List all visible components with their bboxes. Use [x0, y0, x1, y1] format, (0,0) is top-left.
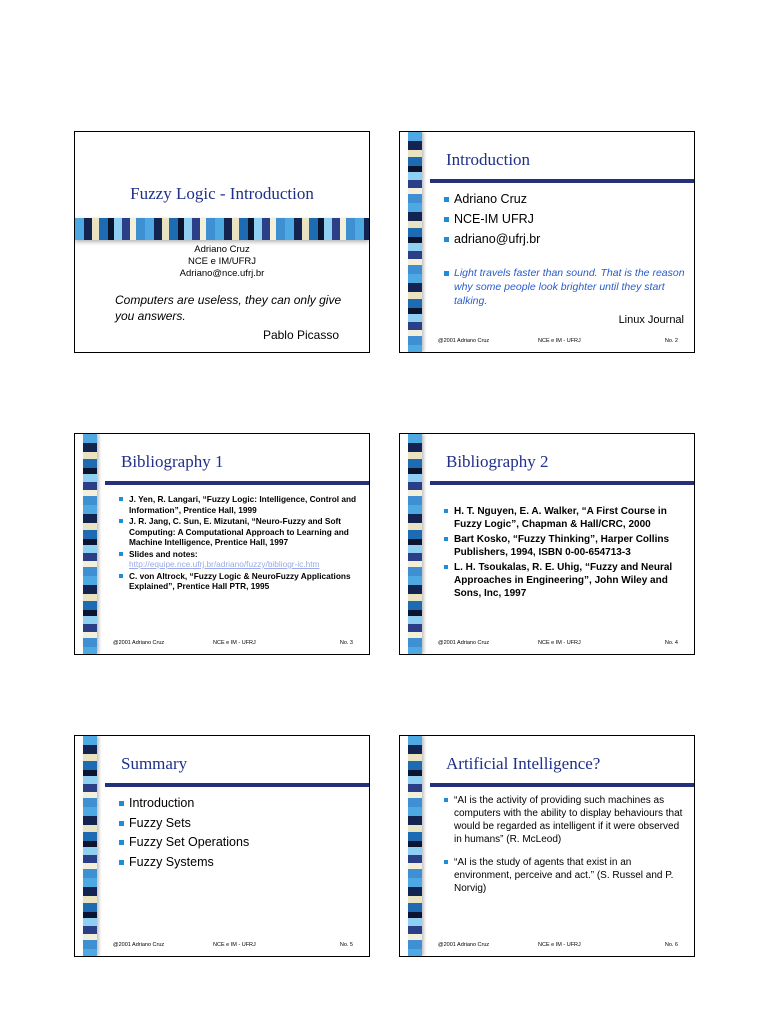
author-name: Adriano Cruz — [194, 244, 250, 255]
quote-attribution: Linux Journal — [618, 314, 684, 326]
list-item — [119, 549, 361, 570]
list-item: Adriano Cruz — [444, 189, 686, 209]
list-item: Fuzzy Set Operations — [119, 833, 361, 853]
bibliography-list — [119, 494, 361, 593]
list-item: adriano@ufrj.br — [444, 229, 686, 249]
list-item: Fuzzy Sets — [119, 814, 361, 834]
footer-institution: NCE e IM - UFRJ — [213, 942, 256, 948]
slide-5 — [74, 735, 370, 957]
slide-title: Summary — [121, 754, 188, 773]
decorative-stripe — [408, 132, 422, 352]
footer-page-number: No. 6 — [664, 942, 678, 948]
list-item: “AI is the study of agents that exist in an environment, perceive and act.” (S. Russel and P. Norvig) — [444, 856, 686, 895]
author-affiliation: NCE e IM/UFRJ — [187, 256, 257, 267]
list-item: Fuzzy Systems — [119, 853, 361, 873]
list-item: H. T. Nguyen, E. A. Walker, “A First Course in Fuzzy Logic”, Chapman & Hall/CRC, 2000 — [444, 505, 686, 531]
footer-institution: NCE e IM - UFRJ — [213, 640, 256, 646]
list-item: “AI is the activity of providing such machines as computers with the ability to display behaviours that would be regarded as intelligent if it were observed in humans” (R. McLeod) — [444, 794, 686, 846]
list-item: Introduction — [119, 794, 361, 814]
slide-3 — [74, 433, 370, 655]
slides-link[interactable]: http://equipe.nce.ufrj.br/adriano/fuzzy/bibliogr-ic.htm — [129, 559, 320, 569]
footer-institution: NCE e IM - UFRJ — [538, 942, 581, 948]
decorative-stripe — [408, 434, 422, 654]
author-block — [75, 244, 369, 280]
title-rule — [105, 783, 369, 787]
author-email: Adriano@nce.ufrj.br — [179, 268, 265, 279]
footer-page-number: No. 3 — [339, 640, 353, 646]
slide-title: Bibliography 2 — [446, 452, 549, 471]
footer-copyright: @2001 Adriano Cruz — [438, 942, 490, 948]
footer-copyright: @2001 Adriano Cruz — [113, 942, 165, 948]
list-item: NCE-IM UFRJ — [444, 209, 686, 229]
bullet-list — [444, 794, 686, 905]
title-rule — [430, 783, 694, 787]
footer-copyright: @2001 Adriano Cruz — [113, 640, 165, 646]
list-item: L. H. Tsoukalas, R. E. Uhig, “Fuzzy and Neural Approaches in Engineering”, John Wiley and Sons, Inc, 1997 — [444, 561, 686, 600]
decorative-stripe — [83, 736, 97, 956]
slide-4 — [399, 433, 695, 655]
footer-page-number: No. 5 — [339, 942, 353, 948]
list-item: C. von Altrock, “Fuzzy Logic & NeuroFuzzy Applications Explained”, Prentice Hall PTR, 1995 — [119, 571, 361, 592]
title-rule — [430, 481, 694, 485]
footer-institution: NCE e IM - UFRJ — [538, 338, 581, 344]
bibliography-list — [444, 505, 686, 602]
bullet-list — [119, 794, 361, 872]
slide-title: Fuzzy Logic - Introduction — [130, 184, 314, 203]
list-item: J. Yen, R. Langari, “Fuzzy Logic: Intelligence, Control and Information”, Prentice Hall, 1999 — [119, 494, 361, 515]
decorative-stripe — [75, 218, 369, 240]
slide-title: Introduction — [446, 150, 531, 169]
title-rule — [430, 179, 694, 183]
slide-title: Artificial Intelligence? — [446, 754, 601, 773]
decorative-stripe — [83, 434, 97, 654]
slide-6 — [399, 735, 695, 957]
footer-copyright: @2001 Adriano Cruz — [438, 338, 490, 344]
list-item: J. R. Jang, C. Sun, E. Mizutani, “Neuro-Fuzzy and Soft Computing: A Computational Approach to Learning and Machine Intelligence, Prentice Hall, 1997 — [119, 516, 361, 548]
slide-1 — [74, 131, 370, 353]
title-rule — [105, 481, 369, 485]
quote: Light travels faster than sound. That is the reason why some people look brighter until they start talking. — [444, 266, 686, 308]
footer-page-number: No. 2 — [664, 338, 678, 344]
list-item: Bart Kosko, “Fuzzy Thinking”, Harper Collins Publishers, 1994, ISBN 0-00-654713-3 — [444, 533, 686, 559]
footer-institution: NCE e IM - UFRJ — [538, 640, 581, 646]
footer-page-number: No. 4 — [664, 640, 678, 646]
list-item-label: Slides and notes: — [129, 548, 198, 559]
quote-attribution: Pablo Picasso — [262, 328, 339, 342]
quote: Computers are useless, they can only give you answers. — [115, 293, 342, 323]
bullet-list — [444, 189, 686, 249]
decorative-stripe — [408, 736, 422, 956]
slide-title: Bibliography 1 — [121, 452, 224, 471]
footer-copyright: @2001 Adriano Cruz — [438, 640, 490, 646]
slide-2 — [399, 131, 695, 353]
